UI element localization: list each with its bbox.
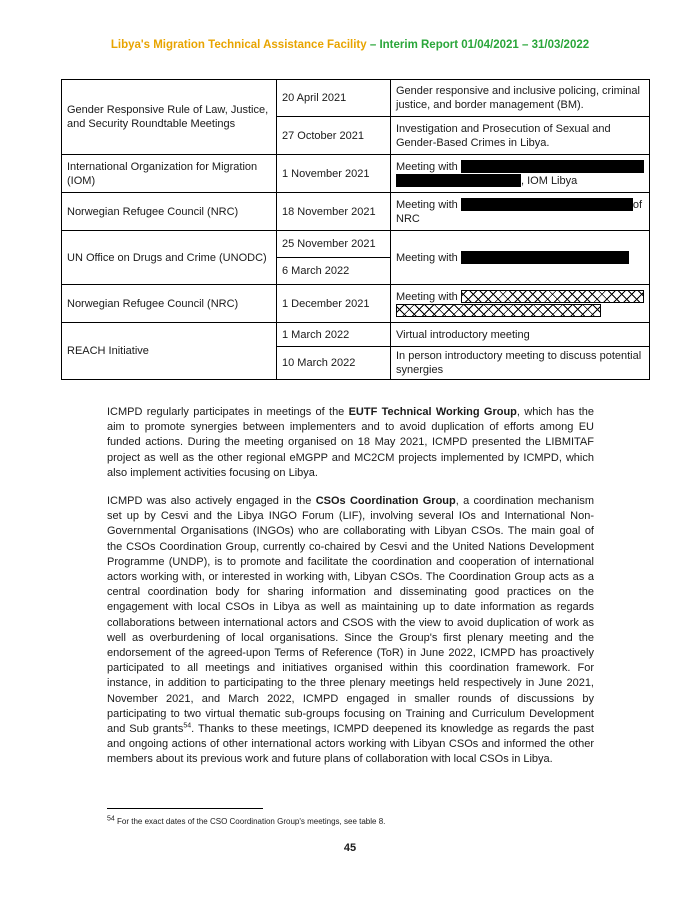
date-cell: 1 December 2021: [277, 285, 391, 323]
desc-text: Meeting with: [396, 160, 458, 173]
crossed-redaction: [461, 290, 644, 303]
header-report: – Interim Report 01/04/2021 – 31/03/2022: [366, 39, 590, 51]
footnote-ref[interactable]: 54: [183, 722, 192, 730]
crossed-redaction: [396, 304, 601, 317]
redaction-bar: [461, 198, 633, 211]
date-cell: 10 March 2022: [277, 347, 391, 380]
desc-text: , IOM Libya: [521, 174, 578, 187]
desc-cell: Virtual introductory meeting: [391, 323, 650, 347]
redaction-bar: [461, 160, 644, 173]
bold-term: EUTF Technical Working Group: [348, 406, 517, 418]
table-row: [62, 193, 650, 231]
desc-cell: Gender responsive and inclusive policing, criminal justice, and border management (BM).: [391, 80, 650, 117]
running-header: [0, 39, 700, 51]
text-run: , a coordination mechanism set up by Cesvi and the Libya INGO Forum (LIF), involving several IOs and International Non-Governmental Organisations (INGOs) who are collaborating with Libyan CSOs. The main goal of the CSOs Coordination Group, currently co-chaired by Cesvi and the United Nations Development Programme (UNDP), is to promote and facilitate the coordination and cooperation of international actors working with, or interested in working with, Libyan CSOs. The Coordination Group acts as a central coordination body for sharing information and disseminating good practices on the engagement with local CSOs in Libya as well as maintaining up to date information as regards collaborations between international actors and CSOS with the view to avoid duplication of work as well as overburdening of local organisations. Since the Group's first plenary meeting and the endorsement of the agreed-upon Terms of Reference (ToR) in June 2022, ICMPD has proactively participated to all meetings and initiatives organised within this coordination framework. For instance, in addition to participating to the three plenary meetings held respectively in June 2021, November 2021, and March 2022, ICMPD engaged in smaller rounds of discussions by participating to two virtual thematic sub-groups focusing on Training and Curriculum Development and Sub grants: [107, 495, 595, 736]
desc-text: Meeting with: [396, 251, 458, 264]
desc-cell: In person introductory meeting to discuss potential synergies: [391, 347, 650, 380]
footnote-number: 54: [107, 815, 115, 823]
date-cell: 20 April 2021: [277, 80, 391, 117]
page-number: 45: [343, 842, 357, 854]
desc-cell: [391, 193, 650, 231]
org-cell: REACH Initiative: [62, 323, 277, 380]
table-row: [62, 80, 650, 117]
footnote: [107, 817, 385, 826]
desc-cell: [391, 285, 650, 323]
desc-cell: Investigation and Prosecution of Sexual and Gender-Based Crimes in Libya.: [391, 117, 650, 155]
date-cell: 1 March 2022: [277, 323, 391, 347]
org-cell: UN Office on Drugs and Crime (UNODC): [62, 231, 277, 285]
table-row: [62, 285, 650, 323]
meetings-table: [61, 79, 650, 380]
bold-term: CSOs Coordination Group: [315, 495, 456, 507]
date-cell: 1 November 2021: [277, 155, 391, 193]
footnote-divider: [107, 808, 263, 809]
text-run: . Thanks to these meetings, ICMPD deepened its knowledge as regards the past and ongoing actions of other international actors working with Libyan CSOs and informed the other members about its previous work and future plans of collaboration with local CSOs in Libya.: [107, 723, 594, 766]
desc-text: Meeting with: [396, 198, 458, 211]
table-row: [62, 155, 650, 193]
org-cell: Gender Responsive Rule of Law, Justice, and Security Roundtable Meetings: [62, 80, 277, 155]
text-run: , which has the aim to promote synergies between implementers and to avoid duplication of efforts among EU funded actions. During the meeting organised on 18 May 2021, ICMPD presented the LIBMITAF project as well as the other regional eMGPP and MC2CM projects implemented by ICMPD, which also implement activities focusing on Libya.: [107, 406, 595, 479]
date-cell: 18 November 2021: [277, 193, 391, 231]
paragraph-cso: [107, 494, 594, 768]
desc-text: Meeting with: [396, 290, 458, 303]
desc-cell: [391, 155, 650, 193]
date-cell: 25 November 2021: [277, 231, 391, 258]
text-run: ICMPD was also actively engaged in the: [107, 495, 316, 507]
header-facility: Libya's Migration Technical Assistance Facility: [110, 39, 367, 51]
redaction-bar: [396, 174, 521, 187]
desc-text: NRC: [396, 212, 420, 225]
footnote-text: For the exact dates of the CSO Coordination Group's meetings, see table 8.: [114, 817, 386, 826]
org-cell: International Organization for Migration (IOM): [62, 155, 277, 193]
table-row: [62, 231, 650, 258]
table-row: [62, 323, 650, 347]
date-cell: 27 October 2021: [277, 117, 391, 155]
date-cell: 6 March 2022: [277, 258, 391, 285]
desc-cell: [391, 231, 650, 285]
redaction-bar: [461, 251, 629, 264]
paragraph-eutf: [107, 405, 594, 481]
text-run: ICMPD regularly participates in meetings of the: [107, 406, 349, 418]
org-cell: Norwegian Refugee Council (NRC): [62, 285, 277, 323]
desc-text: of: [632, 198, 643, 211]
org-cell: Norwegian Refugee Council (NRC): [62, 193, 277, 231]
